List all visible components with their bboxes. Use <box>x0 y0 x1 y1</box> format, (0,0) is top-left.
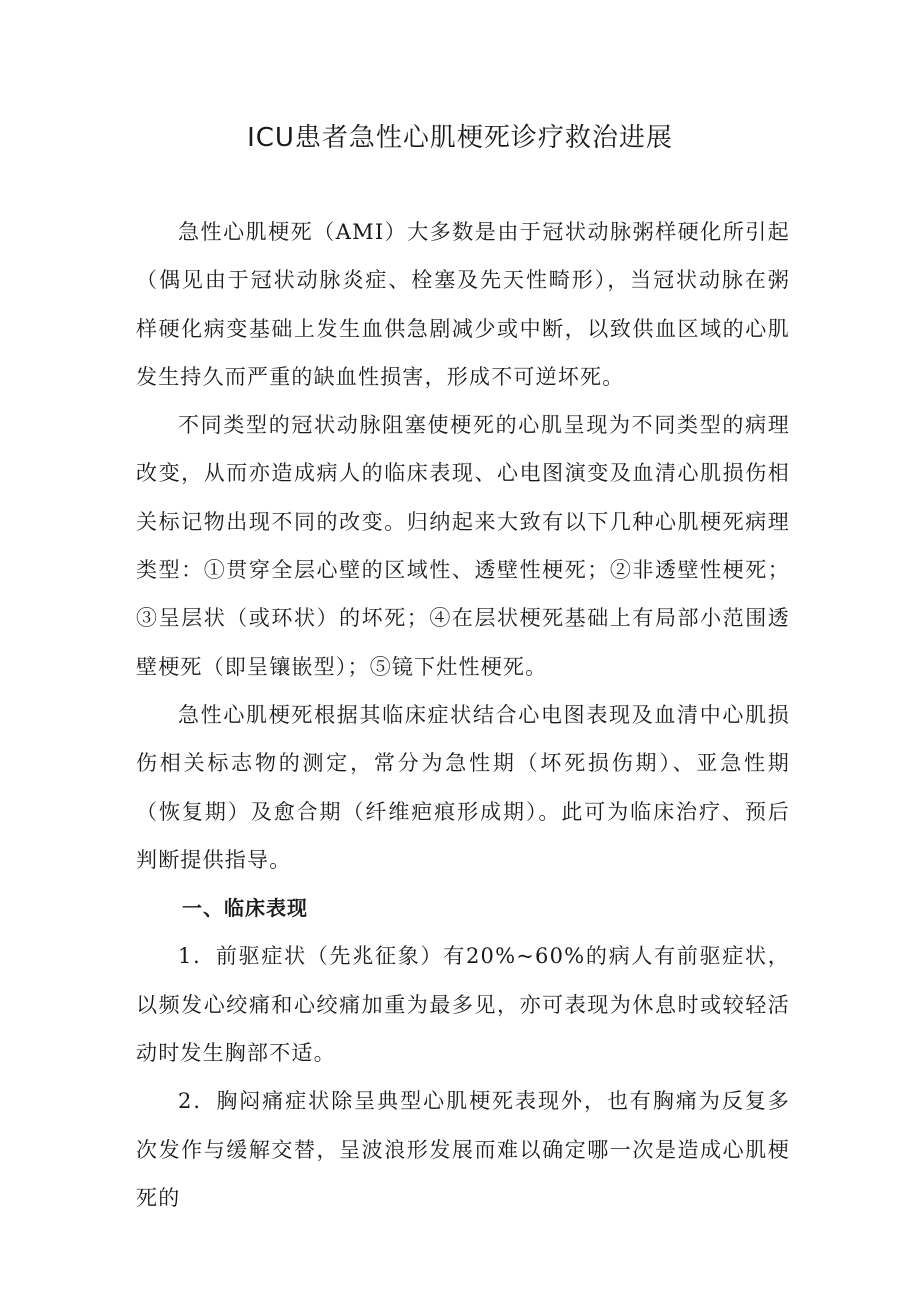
document-body <box>136 208 790 1222</box>
paragraph-ami-definition: 急性心肌梗死（AMI）大多数是由于冠状动脉粥样硬化所引起（偶见由于冠状动脉炎症、栓塞及先天性畸形），当冠状动脉在粥样硬化病变基础上发生血供急剧减少或中断，以致供血区域的心肌发生持久而严重的缺血性损害，形成不可逆坏死。 <box>136 220 790 389</box>
paragraph-pathology-types: 不同类型的冠状动脉阻塞使梗死的心肌呈现为不同类型的病理改变，从而亦造成病人的临床表现、心电图演变及血清心肌损伤相关标记物出现不同的改变。归纳起来大致有以下几种心肌梗死病理类型：①贯穿全层心壁的区域性、透壁性梗死；②非透壁性梗死；③呈层状（或环状）的坏死；④在层状梗死基础上有局部小范围透壁梗死（即呈镶嵌型）；⑤镜下灶性梗死。 <box>136 413 790 679</box>
paragraph-stages: 急性心肌梗死根据其临床症状结合心电图表现及血清中心肌损伤相关标志物的测定，常分为急性期（坏死损伤期）、亚急性期（恢复期）及愈合期（纤维疤痕形成期）。此可为临床治疗、预后判断提供指导。 <box>136 702 790 872</box>
list-item-chest-pain: 2．胸闷痛症状除呈典型心肌梗死表现外，也有胸痛为反复多次发作与缓解交替，呈波浪形发展而难以确定哪一次是造成心肌梗死的 <box>136 1089 790 1210</box>
section-heading-clinical: 一、临床表现 <box>182 896 308 921</box>
document-title: ICU患者急性心肌梗死诊疗救治进展 <box>247 123 673 153</box>
list-item-prodromal-symptoms: 1．前驱症状（先兆征象）有20%~60%的病人有前驱症状，以频发心绞痛和心绞痛加重为最多见，亦可表现为休息时或较轻活动时发生胸部不适。 <box>136 944 790 1066</box>
